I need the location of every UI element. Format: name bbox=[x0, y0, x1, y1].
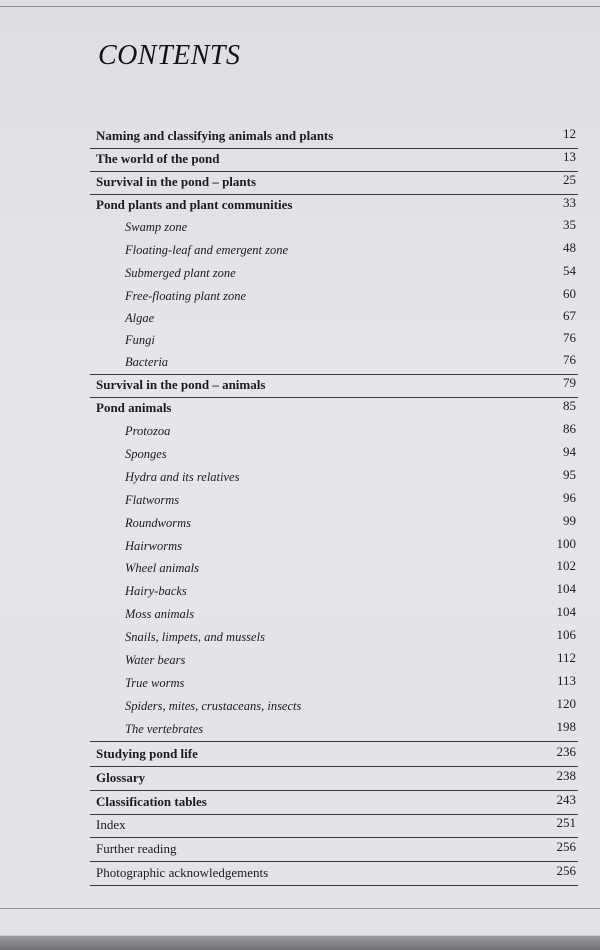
toc-subentry[interactable] bbox=[90, 627, 578, 649]
toc-entry[interactable] bbox=[90, 398, 578, 420]
toc-entry-title: Snails, limpets, and mussels bbox=[125, 630, 265, 644]
toc-subentry[interactable] bbox=[90, 421, 578, 443]
toc-entry-title: Pond plants and plant communities bbox=[96, 197, 293, 212]
toc-entry-page: 104 bbox=[556, 581, 576, 596]
toc-entry-page: 102 bbox=[556, 558, 576, 573]
bottom-page-edge bbox=[0, 908, 600, 909]
toc-entry-title: Moss animals bbox=[125, 607, 195, 621]
toc-entry[interactable] bbox=[90, 863, 578, 886]
toc-entry[interactable] bbox=[90, 768, 578, 791]
toc-subentry[interactable] bbox=[90, 719, 578, 742]
toc-entry-page: 94 bbox=[563, 444, 576, 459]
toc-entry[interactable] bbox=[90, 375, 578, 398]
toc-subentry[interactable] bbox=[90, 286, 578, 308]
toc-entry[interactable] bbox=[90, 126, 578, 149]
toc-subentry[interactable] bbox=[90, 352, 578, 375]
toc-entry[interactable] bbox=[90, 815, 578, 838]
toc-subentry[interactable] bbox=[90, 263, 578, 285]
toc-entry-title: Algae bbox=[125, 311, 155, 325]
toc-subentry[interactable] bbox=[90, 604, 578, 626]
toc-entry-title: Photographic acknowledgements bbox=[96, 865, 269, 880]
toc-subentry[interactable] bbox=[90, 513, 578, 535]
toc-entry-title: Spiders, mites, crustaceans, insects bbox=[125, 699, 302, 713]
toc-entry-page: 113 bbox=[556, 673, 576, 688]
toc-entry-page: 238 bbox=[556, 768, 576, 783]
toc-entry-page: 85 bbox=[563, 398, 576, 413]
toc-entry-title: Hairworms bbox=[125, 539, 182, 553]
toc-subentry[interactable] bbox=[90, 558, 578, 580]
toc-entry-page: 243 bbox=[556, 792, 576, 807]
toc-entry-title: Naming and classifying animals and plants bbox=[96, 128, 334, 143]
toc-entry-title: Submerged plant zone bbox=[125, 266, 236, 280]
toc-entry-title: Free-floating plant zone bbox=[125, 289, 247, 303]
toc-entry-page: 79 bbox=[563, 375, 576, 390]
toc-subentry[interactable] bbox=[90, 696, 578, 718]
toc-entry-page: 256 bbox=[556, 863, 576, 878]
toc-entry-title: Further reading bbox=[96, 841, 177, 856]
toc-entry-page: 95 bbox=[563, 467, 576, 482]
toc-entry-page: 112 bbox=[556, 650, 576, 665]
toc-entry-title: Fungi bbox=[125, 333, 155, 347]
toc-entry[interactable] bbox=[90, 744, 578, 767]
toc-entry-page: 12 bbox=[563, 126, 576, 141]
toc-entry-title: Roundworms bbox=[125, 516, 191, 530]
toc-entry-title: Flatworms bbox=[125, 493, 180, 507]
toc-entry-page: 35 bbox=[563, 217, 576, 232]
table-surface bbox=[0, 936, 600, 950]
toc-entry-page: 120 bbox=[556, 696, 576, 711]
toc-entry[interactable] bbox=[90, 149, 578, 172]
toc-entry-page: 13 bbox=[563, 149, 576, 164]
toc-entry-page: 99 bbox=[563, 513, 576, 528]
toc-entry-title: Swamp zone bbox=[125, 220, 188, 234]
toc-subentry[interactable] bbox=[90, 673, 578, 695]
toc-entry-title: Water bears bbox=[125, 653, 186, 667]
toc-entry-title: True worms bbox=[125, 676, 185, 690]
toc-entry-page: 106 bbox=[556, 627, 576, 642]
toc-entry-title: Classification tables bbox=[96, 794, 207, 809]
toc-entry-title: Glossary bbox=[96, 770, 146, 785]
toc-subentry[interactable] bbox=[90, 536, 578, 558]
toc-entry-page: 96 bbox=[563, 490, 576, 505]
toc-entry-page: 100 bbox=[556, 536, 576, 551]
toc-entry-page: 76 bbox=[563, 330, 576, 345]
toc-subentry[interactable] bbox=[90, 581, 578, 603]
toc-entry-title: Studying pond life bbox=[96, 746, 198, 761]
toc-entry-title: Hydra and its relatives bbox=[125, 470, 240, 484]
toc-entry[interactable] bbox=[90, 195, 578, 217]
toc-entry-page: 198 bbox=[556, 719, 576, 734]
toc-entry-page: 104 bbox=[556, 604, 576, 619]
toc-entry-title: Floating-leaf and emergent zone bbox=[125, 243, 289, 257]
toc-subentry[interactable] bbox=[90, 240, 578, 262]
toc-subentry[interactable] bbox=[90, 467, 578, 489]
toc-entry-page: 25 bbox=[563, 172, 576, 187]
toc-entry-title: Protozoa bbox=[125, 424, 171, 438]
toc-entry-title: Pond animals bbox=[96, 400, 172, 415]
toc-entry-page: 33 bbox=[563, 195, 576, 210]
toc-subentry[interactable] bbox=[90, 490, 578, 512]
toc-entry-page: 86 bbox=[563, 421, 576, 436]
toc-entry-title: The vertebrates bbox=[125, 722, 204, 736]
toc-entry-page: 236 bbox=[556, 744, 576, 759]
toc-subentry[interactable] bbox=[90, 308, 578, 330]
toc-entry-page: 67 bbox=[563, 308, 576, 323]
toc-entry[interactable] bbox=[90, 792, 578, 815]
toc-subentry[interactable] bbox=[90, 650, 578, 672]
page-title: CONTENTS bbox=[98, 40, 241, 71]
toc-subentry[interactable] bbox=[90, 330, 578, 352]
toc-entry-title: Survival in the pond – plants bbox=[96, 174, 257, 189]
toc-entry-title: Bacteria bbox=[125, 355, 169, 369]
toc-subentry[interactable] bbox=[90, 444, 578, 466]
toc-entry[interactable] bbox=[90, 172, 578, 195]
toc-entry-title: Index bbox=[96, 817, 126, 832]
toc-subentry[interactable] bbox=[90, 217, 578, 239]
toc-entry-title: The world of the pond bbox=[96, 151, 220, 166]
toc-entry-page: 256 bbox=[556, 839, 576, 854]
toc-entry-page: 60 bbox=[563, 286, 576, 301]
toc-entry-page: 54 bbox=[563, 263, 576, 278]
toc-entry-page: 76 bbox=[563, 352, 576, 367]
toc-entry-title: Sponges bbox=[125, 447, 167, 461]
toc-entry-page: 48 bbox=[563, 240, 576, 255]
toc-entry-title: Hairy-backs bbox=[125, 584, 187, 598]
toc-entry-title: Wheel animals bbox=[125, 561, 199, 575]
toc-entry-page: 251 bbox=[556, 815, 576, 830]
toc-entry-title: Survival in the pond – animals bbox=[96, 377, 266, 392]
toc-entry[interactable] bbox=[90, 839, 578, 862]
